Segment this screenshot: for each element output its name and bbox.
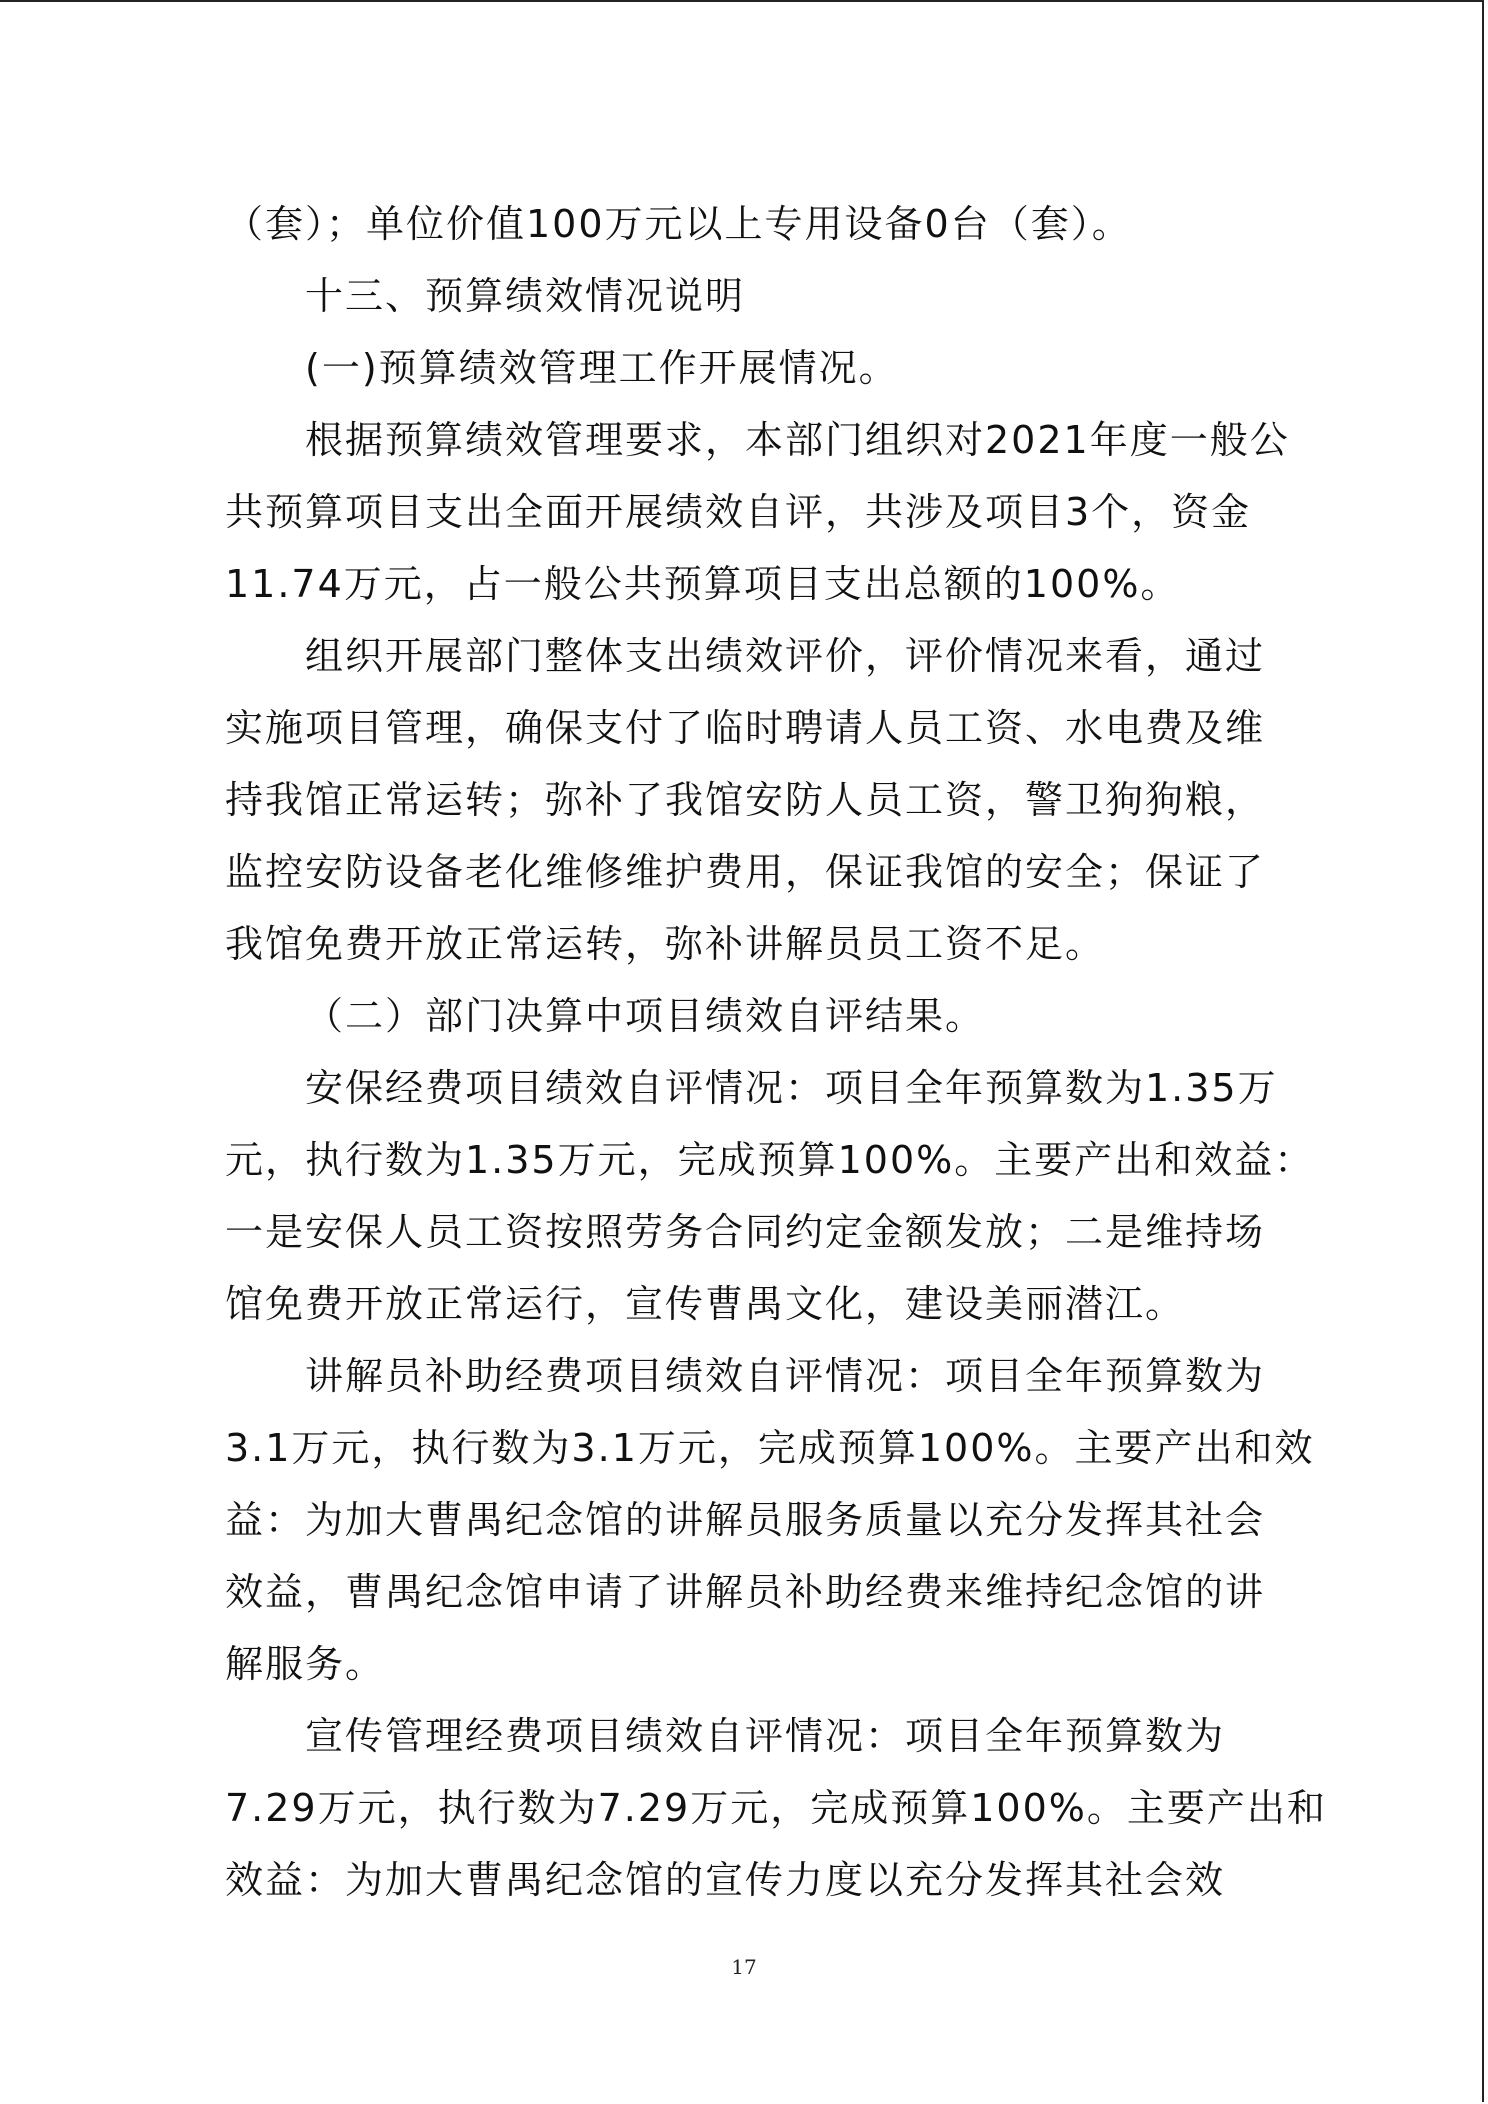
text-line: 元，执行数为1.35万元，完成预算100%。主要产出和效益：	[225, 1138, 1315, 1182]
subsection-heading: (一)预算绩效管理工作开展情况。	[305, 346, 899, 390]
text-line: 讲解员补助经费项目绩效自评情况：项目全年预算数为	[305, 1354, 1266, 1398]
text-line: 实施项目管理，确保支付了临时聘请人员工资、水电费及维	[225, 706, 1266, 750]
document-body	[225, 188, 1327, 1916]
text-line: 一是安保人员工资按照劳务合同约定金额发放；二是维持场	[225, 1210, 1266, 1254]
text-line: 监控安防设备老化维修维护费用，保证我馆的安全；保证了	[225, 850, 1266, 894]
text-line: 我馆免费开放正常运转，弥补讲解员员工资不足。	[225, 922, 1106, 966]
text-line: 宣传管理经费项目绩效自评情况：项目全年预算数为	[305, 1714, 1226, 1758]
text-line: 解服务。	[225, 1642, 386, 1686]
text-line: 效益，曹禺纪念馆申请了讲解员补助经费来维持纪念馆的讲	[225, 1570, 1266, 1614]
text-line: 益：为加大曹禺纪念馆的讲解员服务质量以充分发挥其社会	[225, 1498, 1266, 1542]
text-line: 根据预算绩效管理要求，本部门组织对2021年度一般公	[305, 418, 1290, 462]
text-line: 7.29万元，执行数为7.29万元，完成预算100%。主要产出和	[225, 1786, 1327, 1830]
text-line: 安保经费项目绩效自评情况：项目全年预算数为1.35万	[305, 1066, 1278, 1110]
text-line: （套）；单位价值100万元以上专用设备0台（套）。	[225, 202, 1132, 246]
page-number: 17	[731, 1955, 757, 1979]
text-line: 馆免费开放正常运行，宣传曹禺文化，建设美丽潜江。	[225, 1282, 1186, 1326]
text-line: 持我馆正常运转；弥补了我馆安防人员工资，警卫狗狗粮，	[225, 778, 1266, 822]
text-line: 共预算项目支出全面开展绩效自评，共涉及项目3个，资金	[225, 490, 1252, 534]
text-line: 11.74万元，占一般公共预算项目支出总额的100%。	[225, 562, 1181, 606]
text-line: 效益：为加大曹禺纪念馆的宣传力度以充分发挥其社会效	[225, 1858, 1226, 1902]
section-heading: 十三、预算绩效情况说明	[305, 274, 746, 318]
text-line: 组织开展部门整体支出绩效评价，评价情况来看，通过	[305, 634, 1266, 678]
subsection-heading: （二）部门决算中项目绩效自评结果。	[305, 994, 986, 1038]
text-line: 3.1万元，执行数为3.1万元，完成预算100%。主要产出和效	[225, 1426, 1315, 1470]
